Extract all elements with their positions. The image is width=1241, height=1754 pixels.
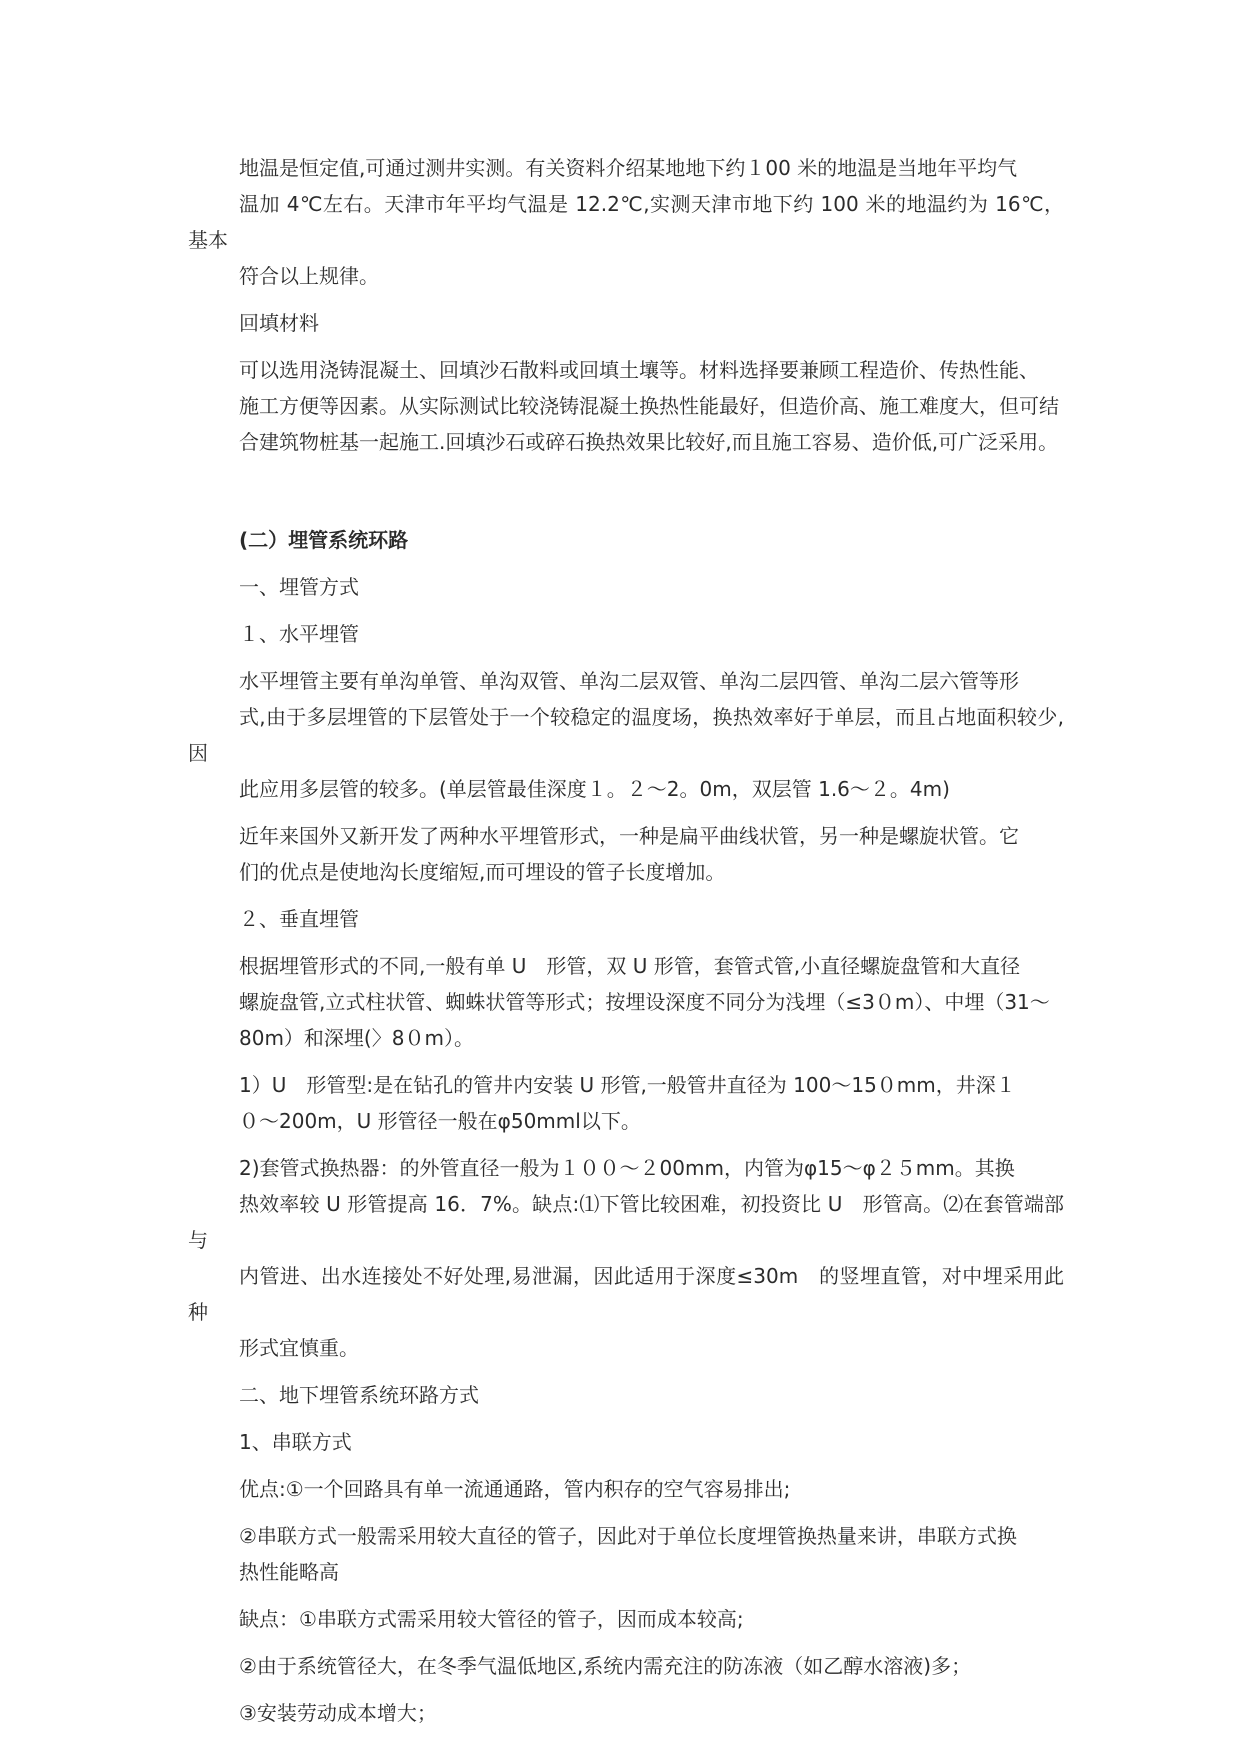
paragraph-series-advantage-2: ②串联方式一般需采用较大直径的管子，因此对于单位长度埋管换热量来讲，串联方式换 热性能略高: [239, 1524, 1017, 1584]
paragraph-series-advantage-1: 优点:①一个回路具有单一流通通路，管内积存的空气容易排出;: [239, 1477, 791, 1501]
paragraph-series-disadvantage-1: 缺点：①串联方式需采用较大管径的管子，因而成本较高;: [239, 1607, 744, 1631]
paragraph-series-disadvantage-2: ②由于系统管径大，在冬季气温低地区,系统内需充注的防冻液（如乙醇水溶液)多；: [239, 1654, 972, 1678]
paragraph-series-disadvantage-3: ③安装劳动成本增大；: [239, 1701, 437, 1725]
paragraph-vertical-types: 根据埋管形式的不同,一般有单 U 形管，双 U 形管，套管式管,小直径螺旋盘管和大直径 螺旋盘管,立式柱状管、蜘蛛状管等形式；按埋设深度不同分为浅埋（≤3０m）、中埋（31～ 80m）和深埋(〉8０m）。: [239, 954, 1050, 1050]
paragraph-horizontal-types: 水平埋管主要有单沟单管、单沟双管、单沟二层双管、单沟二层四管、单沟二层六管等形 式,由于多层埋管的下层管处于一个较稳定的温度场，换热效率好于单层，而且占地面积较少,因 此应用多层管的较多。(单层管最佳深度１。２～2。0m，双层管 1.6～２。4m): [188, 669, 1064, 801]
paragraph-new-horizontal-forms: 近年来国外又新开发了两种水平埋管形式，一种是扁平曲线状管，另一种是螺旋状管。它 们的优点是使地沟长度缩短,而可埋设的管子长度增加。: [239, 824, 1019, 884]
subheading-series-method: 1、串联方式: [239, 1430, 352, 1454]
subheading-loop-methods: 二、地下埋管系统环路方式: [239, 1383, 479, 1407]
paragraph-ground-temperature: 地温是恒定值,可通过测井实测。有关资料介绍某地地下约１00 米的地温是当地年平均气 温加 4℃左右。天津市年平均气温是 12.2℃,实测天津市地下约 100 米的地温约为 16℃，基本 符合以上规律。: [188, 156, 1064, 288]
section-heading-buried-pipe-loop: (二）埋管系统环路: [239, 528, 409, 552]
paragraph-backfill-options: 可以选用浇铸混凝土、回填沙石散料或回填土壤等。材料选择要兼顾工程造价、传热性能、 施工方便等因素。从实际测试比较浇铸混凝土换热性能最好，但造价高、施工难度大，但可结 合建筑物桩基一起施工.回填沙石或碎石换热效果比较好,而且施工容易、造价低,可广泛采用。: [239, 358, 1059, 454]
subheading-backfill-material: 回填材料: [239, 311, 319, 335]
subheading-vertical-pipe: ２、垂直埋管: [239, 907, 359, 931]
subheading-pipe-methods: 一、埋管方式: [239, 575, 359, 599]
paragraph-casing-exchanger: 2)套管式换热器：的外管直径一般为１００～２00mm，内管为φ15～φ２５mm。其换 热效率较 U 形管提高 16．7%。缺点:⑴下管比较困难，初投资比 U 形管高。⑵在套管端部与 内管进、出水连接处不好处理,易泄漏，因此适用于深度≤30m 的竖埋直管，对中埋采用此种 形式宜慎重。: [188, 1156, 1064, 1360]
subheading-horizontal-pipe: １、水平埋管: [239, 622, 359, 646]
paragraph-u-pipe: 1）U 形管型:是在钻孔的管井内安装 U 形管,一般管井直径为 100～15０mm，井深１ ０～200m，U 形管径一般在φ50mml以下。: [239, 1073, 1016, 1133]
document-page: [188, 150, 1064, 1731]
